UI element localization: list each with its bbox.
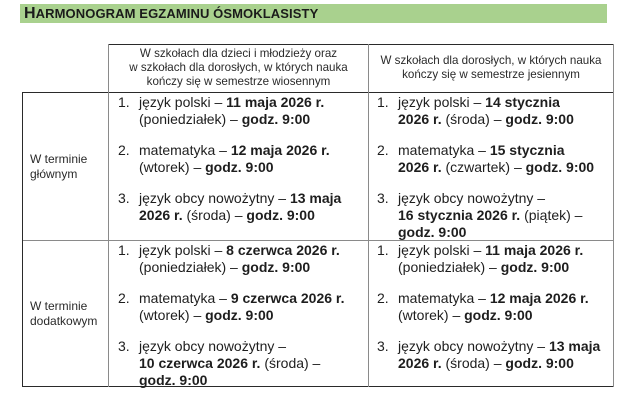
item-text: język polski –	[139, 94, 227, 110]
exam-item	[118, 242, 366, 276]
item-text: matematyka –	[398, 290, 490, 306]
item-date-bold: godz. 9:00	[505, 355, 574, 371]
row-label-line: głównym	[30, 167, 78, 181]
item-date-bold: 10 czerwca 2026 r.	[139, 355, 261, 371]
item-date-bold: 11 maja 2026 r.	[485, 242, 584, 258]
exam-item	[377, 190, 611, 241]
item-date-bold: godz. 9:00	[500, 259, 570, 275]
item-date-bold: 2026 r.	[398, 111, 442, 127]
item-number: 2.	[377, 290, 389, 306]
item-date-bold: 13 maja	[548, 338, 601, 354]
item-text: język polski –	[398, 94, 486, 110]
item-text: język obcy nowożytny –	[398, 338, 549, 354]
item-text: (wtorek) –	[139, 307, 206, 323]
exam-item	[118, 338, 366, 389]
title-rest: ARMONOGRAM EGZAMINU ÓSMOKLASISTY	[35, 6, 319, 21]
item-text: (środa) –	[260, 355, 321, 371]
item-text: (środa) –	[441, 355, 506, 371]
item-date-bold: 15 stycznia	[489, 142, 565, 158]
item-text: (poniedziałek) –	[398, 259, 501, 275]
item-date-bold: 11 maja 2026 r.	[226, 94, 325, 110]
header-autumn-schools	[369, 44, 613, 92]
header-line: kończy się w semestrze jesiennym	[402, 68, 580, 81]
header-line: kończy się w semestrze wiosennym	[146, 75, 331, 88]
item-text: matematyka –	[398, 142, 490, 158]
item-text: język obcy nowożytny –	[139, 190, 290, 206]
item-number: 3.	[118, 338, 130, 354]
item-number: 2.	[118, 142, 130, 158]
header-line: W szkołach dla dorosłych, w których nauka	[380, 54, 602, 67]
item-number: 2.	[377, 142, 389, 158]
table-border-header-bottom	[22, 92, 614, 93]
header-spring-schools	[109, 44, 368, 92]
title-band	[20, 4, 607, 23]
cell-main-spring	[118, 94, 366, 238]
item-date-bold: 12 maja 2026 r.	[230, 142, 330, 158]
exam-item	[118, 290, 366, 324]
item-text: (poniedziałek) –	[139, 259, 242, 275]
item-date-bold: 13 maja	[289, 190, 342, 206]
item-text: (piątek) –	[520, 207, 583, 223]
item-number: 3.	[377, 338, 389, 354]
item-text: (poniedziałek) –	[139, 111, 242, 127]
row-label-line: W terminie	[30, 152, 88, 166]
item-date-bold: godz. 9:00	[525, 159, 595, 175]
item-number: 1.	[118, 94, 130, 110]
header-line: w szkołach dla dorosłych, w których nauka	[129, 61, 348, 74]
item-date-bold: godz. 9:00	[505, 111, 574, 127]
item-date-bold: godz. 9:00	[241, 111, 311, 127]
title-first-letter: H	[24, 5, 36, 22]
exam-item	[118, 190, 366, 224]
table-col-divider-2	[368, 44, 369, 387]
header-line: W szkołach dla dzieci i młodzieży oraz	[139, 47, 338, 60]
item-text: (czwartek) –	[441, 159, 526, 175]
cell-additional-autumn	[377, 242, 611, 386]
item-date-bold: 8 czerwca 2026 r.	[226, 242, 340, 258]
item-text: (środa) –	[182, 207, 247, 223]
item-date-bold: 2026 r.	[139, 207, 183, 223]
item-date-bold: 14 stycznia	[485, 94, 560, 110]
exam-item	[118, 94, 366, 128]
exam-item	[377, 338, 611, 372]
item-text: (wtorek) –	[398, 307, 465, 323]
item-number: 2.	[118, 290, 130, 306]
item-text: matematyka –	[139, 290, 231, 306]
item-date-bold: godz. 9:00	[241, 259, 311, 275]
row-label-line: W terminie	[30, 299, 88, 313]
exam-item	[377, 242, 611, 276]
item-date-bold: 2026 r.	[398, 159, 442, 175]
page-title	[24, 5, 318, 23]
item-text: (wtorek) –	[139, 159, 206, 175]
exam-item	[377, 290, 611, 324]
item-number: 3.	[118, 190, 130, 206]
item-text: (środa) –	[441, 111, 506, 127]
row-label-additional-term	[30, 299, 97, 329]
exam-item	[118, 142, 366, 176]
table-border-right	[613, 44, 614, 387]
item-date-bold: godz. 9:00	[246, 207, 315, 223]
row-label-line: dodatkowym	[30, 314, 98, 328]
table-border-left	[22, 92, 23, 387]
item-date-bold: godz. 9:00	[398, 224, 467, 240]
item-date-bold: godz. 9:00	[464, 307, 533, 323]
item-text: język polski –	[398, 242, 486, 258]
item-date-bold: godz. 9:00	[139, 372, 208, 388]
exam-item	[377, 142, 611, 176]
item-text: język obcy nowożytny –	[398, 190, 546, 206]
exam-item	[377, 94, 611, 128]
cell-main-autumn	[377, 94, 611, 255]
item-date-bold: 9 czerwca 2026 r.	[230, 290, 345, 306]
item-date-bold: 2026 r.	[398, 355, 442, 371]
item-number: 1.	[377, 94, 389, 110]
item-date-bold: 12 maja 2026 r.	[489, 290, 589, 306]
table-col-divider-1	[108, 44, 109, 387]
item-text: język obcy nowożytny –	[139, 338, 287, 354]
item-text: matematyka –	[139, 142, 231, 158]
cell-additional-spring	[118, 242, 366, 403]
row-label-main-term	[30, 152, 87, 182]
item-number: 1.	[377, 242, 389, 258]
item-number: 3.	[377, 190, 389, 206]
item-text: język polski –	[139, 242, 227, 258]
item-number: 1.	[118, 242, 130, 258]
item-date-bold: godz. 9:00	[205, 307, 274, 323]
item-date-bold: 16 stycznia 2026 r.	[398, 207, 521, 223]
item-date-bold: godz. 9:00	[205, 159, 274, 175]
